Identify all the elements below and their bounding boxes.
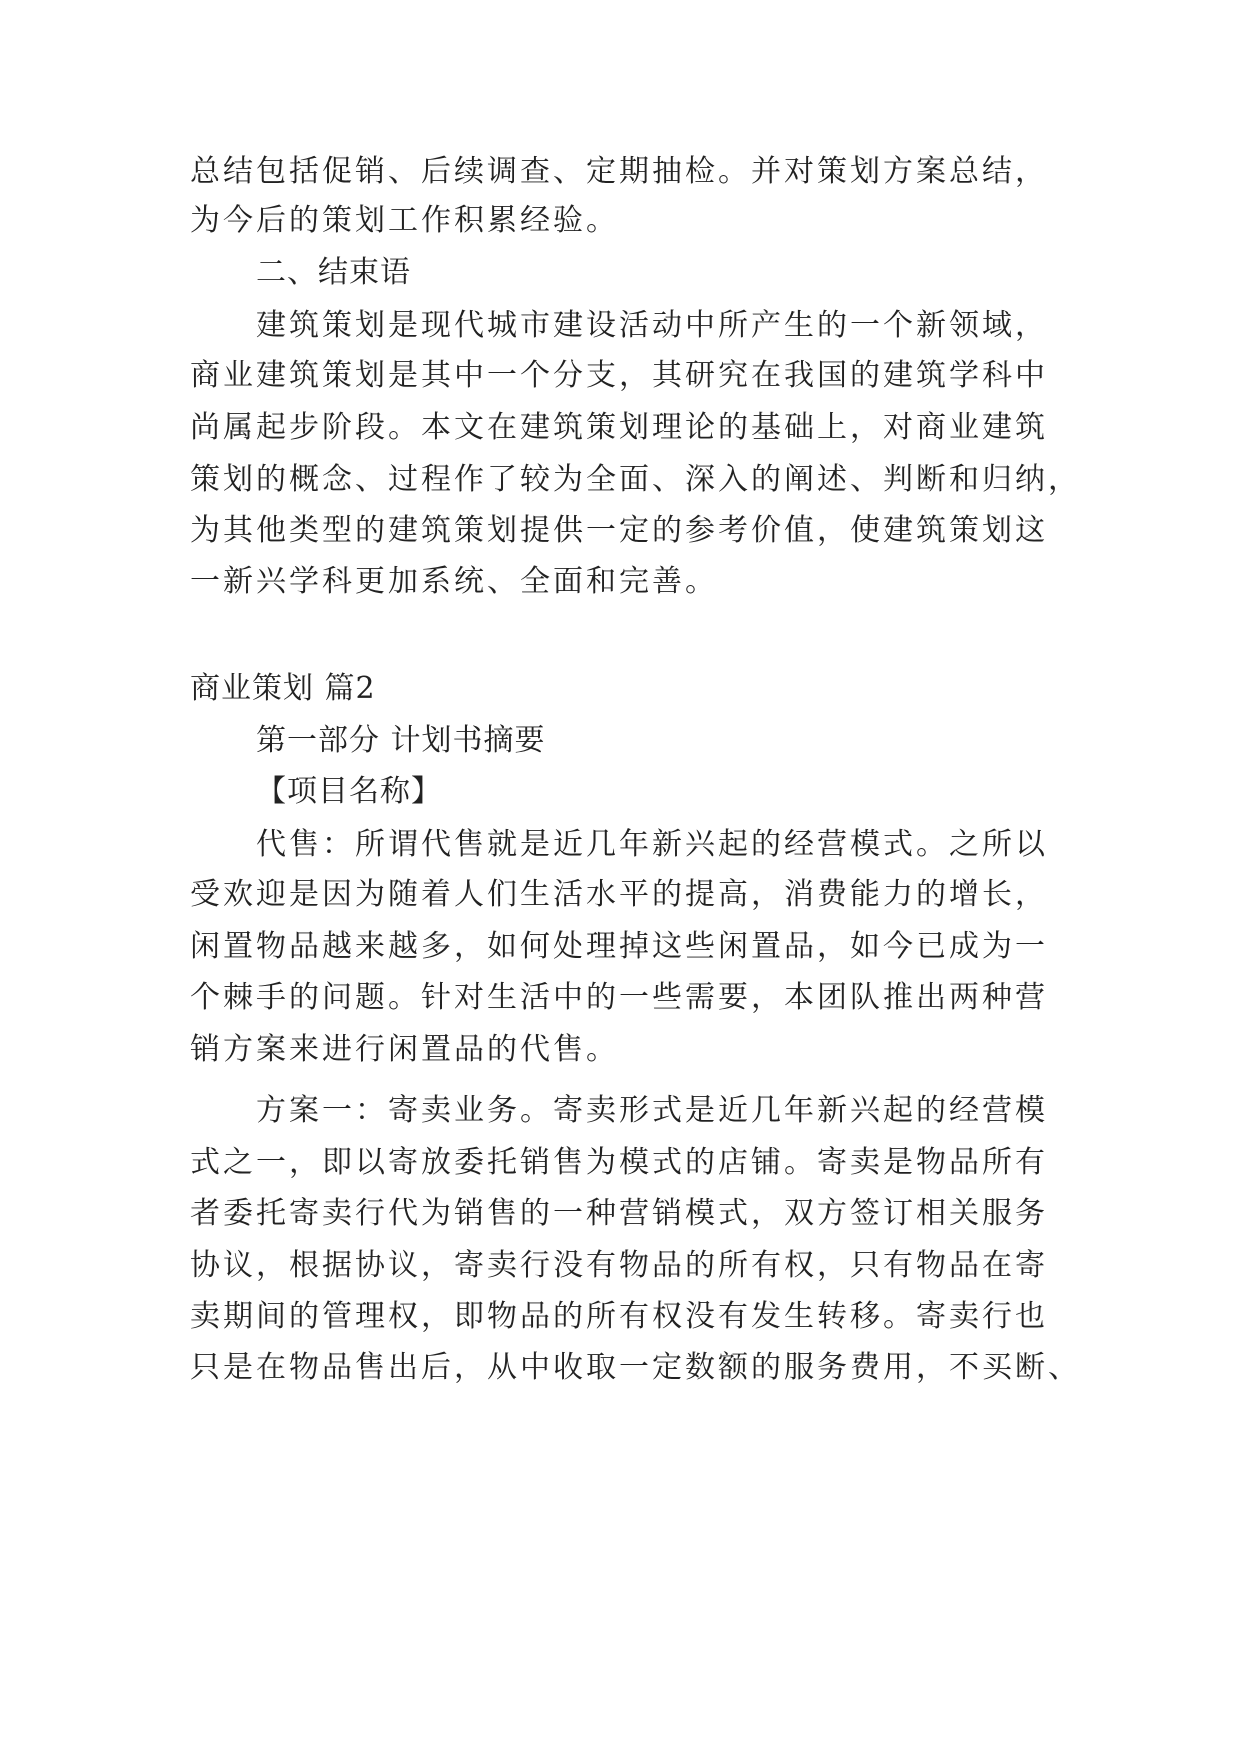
- paragraph-line: 为其他类型的建筑策划提供一定的参考价值，使建筑策划这: [190, 513, 1048, 548]
- paragraph-line: 方案一：寄卖业务。寄卖形式是近几年新兴起的经营模: [256, 1093, 1048, 1128]
- paragraph-line: 只是在物品售出后，从中收取一定数额的服务费用，不买断、: [190, 1350, 1081, 1385]
- paragraph-line: 式之一，即以寄放委托销售为模式的店铺。寄卖是物品所有: [190, 1145, 1048, 1180]
- paragraph-line: 总结包括促销、后续调查、定期抽检。并对策划方案总结，: [190, 154, 1048, 189]
- paragraph-line: 者委托寄卖行代为销售的一种营销模式，双方签订相关服务: [190, 1196, 1048, 1231]
- paragraph-line: 策划的概念、过程作了较为全面、深入的阐述、判断和归纳，: [190, 462, 1081, 497]
- conclusion-heading: 二、结束语: [256, 255, 411, 290]
- paragraph-line: 为今后的策划工作积累经验。: [190, 203, 619, 238]
- paragraph-line: 协议，根据协议，寄卖行没有物品的所有权，只有物品在寄: [190, 1248, 1048, 1283]
- paragraph-line: 卖期间的管理权，即物品的所有权没有发生转移。寄卖行也: [190, 1299, 1048, 1334]
- paragraph-line: 一新兴学科更加系统、全面和完善。: [190, 564, 718, 599]
- paragraph-line: 代售：所谓代售就是近几年新兴起的经营模式。之所以: [256, 827, 1048, 862]
- section-title: 商业策划 篇2: [190, 671, 376, 706]
- paragraph-line: 个棘手的问题。针对生活中的一些需要，本团队推出两种营: [190, 980, 1048, 1015]
- paragraph-line: 销方案来进行闲置品的代售。: [190, 1032, 619, 1067]
- paragraph-line: 受欢迎是因为随着人们生活水平的提高，消费能力的增长，: [190, 877, 1048, 912]
- part-heading: 第一部分 计划书摘要: [256, 723, 546, 758]
- paragraph-line: 商业建筑策划是其中一个分支，其研究在我国的建筑学科中: [190, 358, 1048, 393]
- paragraph-line: 尚属起步阶段。本文在建筑策划理论的基础上，对商业建筑: [190, 410, 1048, 445]
- project-name-label: 【项目名称】: [256, 774, 442, 809]
- paragraph-line: 建筑策划是现代城市建设活动中所产生的一个新领域，: [256, 308, 1048, 343]
- paragraph-line: 闲置物品越来越多，如何处理掉这些闲置品，如今已成为一: [190, 929, 1048, 964]
